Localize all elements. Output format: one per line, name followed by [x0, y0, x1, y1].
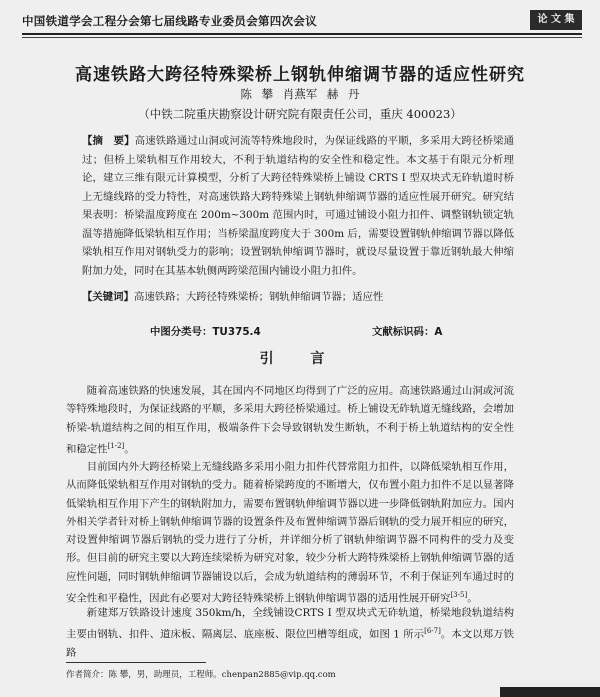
running-header [22, 10, 582, 32]
page-corner-mark [500, 687, 600, 697]
keywords-label: 【关键词】 [82, 291, 134, 303]
proceedings-badge: 论 文 集 [530, 10, 582, 30]
paragraph: 随着高速铁路的快速发展，其在国内不同地区均得到了广泛的应用。高速铁路通过山洞或河流等特殊地段时，为保证线路的平顺，多采用大跨径桥梁通过。桥上铺设无砟轨道无缝线路，会增加桥梁-轨道结构之间的相互作用，极端条件下会导致钢轨发生断轨，不利于桥上轨道结构的安全性和稳定性[1-2]。 [66, 385, 514, 456]
clc-number: 中图分类号：TU375.4 [150, 326, 261, 338]
affiliation: （中铁二院重庆勘察设计研究院有限责任公司，重庆 400023） [138, 107, 462, 121]
paragraph: 新建郑万铁路设计速度 350km/h，全线铺设CRTS I 型双块式无砟轨道，桥梁地段轨道结构主要由钢轨、扣件、道床板、隔离层、底座板、限位凹槽等组成，如图 1 所示[6-7]。本文以郑万铁路 [66, 607, 514, 660]
authors: 陈 攀 肖燕军 赫 丹 [240, 87, 360, 101]
author-footnote: 作者简介：陈 攀，男，助理员，工程师。chenpan2885@vip.qq.com [66, 670, 336, 680]
journal-name: 中国铁道学会工程分会第七届线路专业委员会第四次会议 [22, 14, 317, 28]
header-rule [22, 33, 582, 35]
abstract [82, 132, 514, 280]
abstract-label: 【摘 要】 [82, 135, 135, 147]
citation: [3-5] [450, 591, 468, 600]
footnote-rule [66, 662, 206, 663]
header-rule-thin [22, 37, 582, 38]
keywords-text: 高速铁路；大跨径特殊梁桥；钢轨伸缩调节器；适应性 [133, 291, 384, 303]
citation: [6-7] [424, 627, 441, 636]
paper-title: 高速铁路大跨径特殊梁桥上钢轨伸缩调节器的适应性研究 [75, 65, 525, 85]
document-code: 文献标识码：A [372, 326, 443, 338]
citation: [1-2] [107, 441, 125, 450]
abstract-text: 高速铁路通过山洞或河流等特殊地段时，为保证线路的平顺，多采用大跨径桥梁通过；但桥上梁轨相互作用较大，不利于轨道结构的安全性和稳定性。本文基于有限元分析理论，建立三维有限元计算模型，分析了大跨径特殊梁桥上铺设 CRTS I 型双块式无砟轨道时桥上无缝线路的受力特性，对高速铁路大跨特殊梁上钢轨伸缩调节器的适应性展开研究。研究结果表明：桥梁温度跨度在 200m~300m 范围内时，可通过铺设小阻力扣件、调整钢轨锁定轨温等措施降低梁轨相互作用；当桥梁温度跨度大于 300m 后，需要设置钢轨伸缩调节器以降低梁轨相互作用对钢轨受力的影响；设置钢轨伸缩调节器时，就设尽量设置于靠近钢轨最大伸缩附加力处，同时在其基本轨侧两跨梁范围内铺设小阻力扣件。 [82, 135, 514, 277]
paragraph: 目前国内外大跨径桥梁上无缝线路多采用小阻力扣件代替常阻力扣件，以降低梁轨相互作用，从而降低梁轨相互作用对钢轨的受力。随着桥梁跨度的不断增大，仅布置小阻力扣件不足以显著降低梁轨相互作用下产生的钢轨附加力，需要布置钢轨伸缩调节器以进一步降低钢轨附加应力。国内外相关学者针对桥上钢轨伸缩调节器的设置条件及布置伸缩调节器后钢轨的受力展开相应的研究，对设置伸缩调节器后钢轨的受力进行了分析，并详细分析了钢轨伸缩调节器不同构件的受力及变形。但目前的研究主要以大跨连续梁桥为研究对象，较少分析大跨特殊梁桥上钢轨伸缩调节器的适应性问题，同时钢轨伸缩调节器铺设以后，会成为轨道结构的薄弱环节，不利于保证列车通过时的安全性和平稳性，因此有必要对大跨径特殊梁桥上钢轨伸缩调节器的适用性展开研究[3-5]。 [66, 461, 514, 605]
keywords [82, 289, 522, 305]
section-title-introduction: 引 言 [259, 351, 341, 367]
